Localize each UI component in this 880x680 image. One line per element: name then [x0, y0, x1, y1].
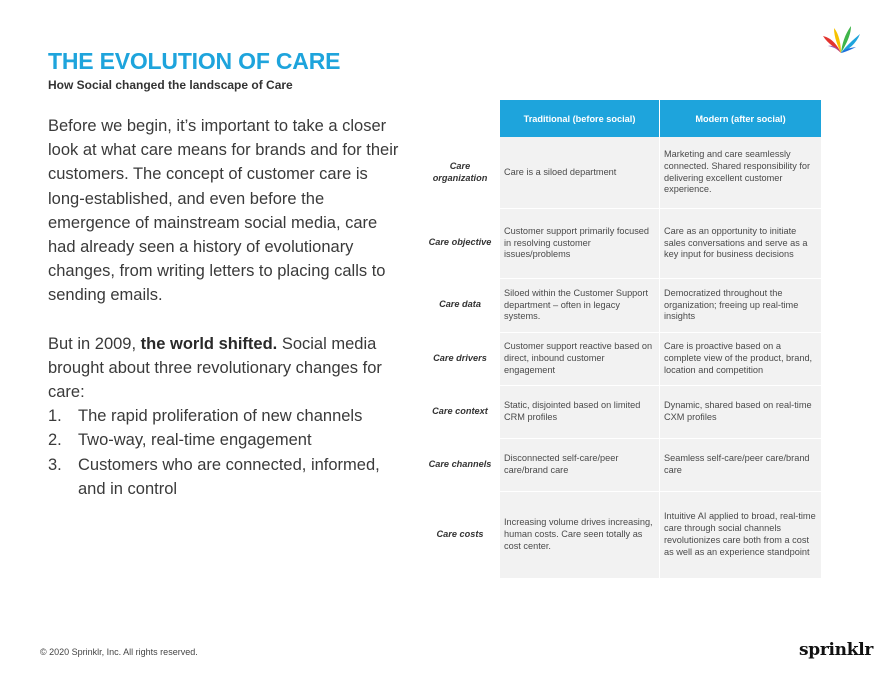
traditional-cell: Increasing volume drives increasing, human costs. Care seen totally as cost center. — [500, 491, 659, 578]
page-title: THE EVOLUTION OF CARE — [48, 48, 341, 74]
row-label: Care costs — [436, 528, 484, 539]
traditional-cell: Static, disjointed based on limited CRM profiles — [500, 385, 659, 438]
intro-paragraph-2-end: Social media brought about three revolutionary changes for care: — [48, 334, 382, 402]
column-header-traditional: Traditional (before social) — [500, 100, 659, 137]
table-row — [421, 385, 821, 438]
intro-text — [48, 114, 400, 501]
row-label: Care drivers — [433, 352, 487, 363]
modern-cell: Dynamic, shared based on real-time CXM profiles — [660, 385, 821, 438]
list-item — [48, 404, 400, 428]
modern-cell: Intuitive AI applied to broad, real-time care through social channels revolutionizes care both from a cost as well as an experience standpoint — [660, 491, 821, 578]
table-header-row — [421, 100, 821, 137]
row-label: Care context — [432, 405, 488, 416]
list-item-text: The rapid proliferation of new channels — [78, 407, 363, 426]
intro-paragraph-2 — [48, 332, 400, 405]
column-header-modern: Modern (after social) — [660, 100, 821, 137]
modern-cell: Care as an opportunity to initiate sales conversations and serve as a key input for business decisions — [660, 208, 821, 278]
table-row — [421, 208, 821, 278]
modern-cell: Care is proactive based on a complete view of the product, brand, location and competition — [660, 332, 821, 385]
table-row — [421, 278, 821, 332]
row-label: Care data — [439, 299, 481, 310]
table-row — [421, 332, 821, 385]
table-corner — [421, 100, 499, 137]
list-item-number: 2. — [48, 431, 62, 450]
list-item-number: 1. — [48, 407, 62, 426]
list-item-text: Two-way, real-time engagement — [78, 431, 312, 450]
table-row — [421, 491, 821, 578]
traditional-cell: Siloed within the Customer Support department – often in legacy systems. — [500, 278, 659, 332]
changes-list — [48, 404, 400, 501]
intro-paragraph-1: Before we begin, it’s important to take a closer look at what care means for brands and for their customers. The concept of customer care is long-established, and even before the emergence of mainstream social media, care had already seen a history of evolutionary changes, from writing letters to placing calls to sending emails. — [48, 117, 399, 305]
page-subtitle: How Social changed the landscape of Care — [48, 78, 293, 92]
list-item — [48, 453, 400, 501]
modern-cell: Marketing and care seamlessly connected. Shared responsibility for delivering excellent customer experience. — [660, 137, 821, 208]
traditional-cell: Customer support reactive based on direct, inbound customer engagement — [500, 332, 659, 385]
row-label: Care channels — [428, 458, 492, 469]
modern-cell: Seamless self-care/peer care/brand care — [660, 438, 821, 491]
table-row — [421, 438, 821, 491]
list-item-number: 3. — [48, 455, 62, 474]
list-item — [48, 428, 400, 452]
intro-paragraph-2-bold: the world shifted. — [140, 334, 278, 353]
intro-paragraph-2-start: But in 2009, — [48, 334, 141, 353]
traditional-cell: Customer support primarily focused in resolving customer issues/problems — [500, 208, 659, 278]
copyright-notice: © 2020 Sprinklr, Inc. All rights reserved. — [40, 647, 198, 657]
brand-wordmark: sprinklr — [799, 640, 874, 660]
row-label: Care objective — [428, 237, 492, 248]
traditional-cell: Disconnected self-care/peer care/brand care — [500, 438, 659, 491]
row-label: Care organization — [432, 160, 488, 183]
sprinklr-logo-icon — [820, 22, 862, 56]
modern-cell: Democratized throughout the organization; freeing up real-time insights — [660, 278, 821, 332]
list-item-text: Customers who are connected, informed, and in control — [78, 455, 380, 498]
traditional-cell: Care is a siloed department — [500, 137, 659, 208]
table-row — [421, 137, 821, 208]
comparison-table — [420, 100, 822, 578]
